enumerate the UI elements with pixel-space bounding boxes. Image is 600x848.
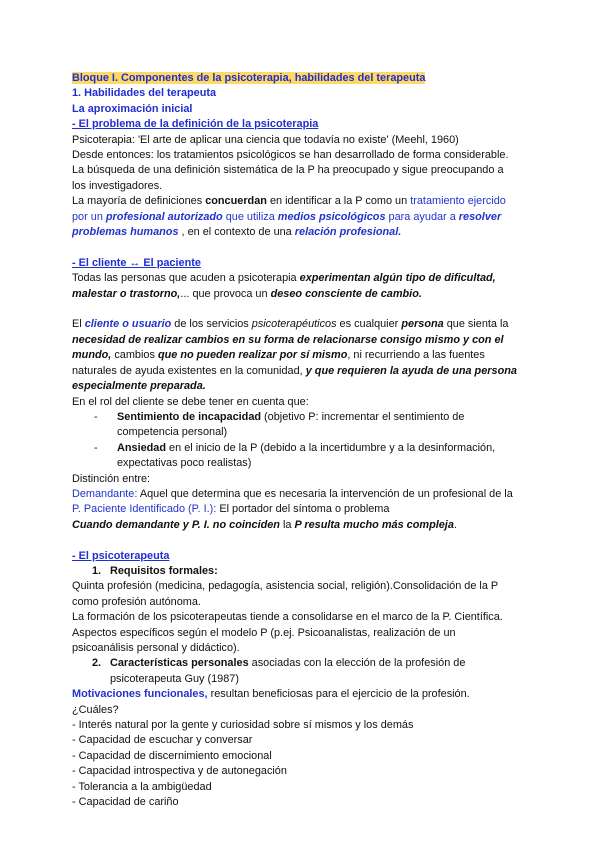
list-item: - Capacidad de escuchar y conversar [72,734,253,747]
list-item: - Capacidad introspectiva y de autonegación [72,765,287,778]
topic-heading-problema: - El problema de la definición de la psicoterapia [72,118,319,131]
cliente2-line-4: naturales de ayuda existentes en la comunidad, y que requieren la ayuda de una persona [72,364,517,377]
cliente2-line-2: necesidad de realizar cambios en su forma de relacionarse consigo mismo y con el [72,333,504,346]
bullet-item: - Ansiedad en el inicio de la P (debido a la incertidumbre y a la desinformación, [72,441,560,456]
bullet-list [72,410,560,472]
list-item: - Capacidad de discernimiento emocional [72,749,272,762]
cuales-line: ¿Cuáles? [72,703,119,716]
paragraph-line: Quinta profesión (medicina, pedagogía, asistencia social, religión).Consolidación de la P [72,580,499,593]
cliente2-line-6: En el rol del cliente se debe tener en cuenta que: [72,395,309,408]
list-item: - Capacidad de cariño [72,796,179,809]
paciente-identificado-line: P. Paciente Identificado (P. I.): El portador del síntoma o problema [72,503,390,516]
motivaciones-line: Motivaciones funcionales, resultan beneficiosas para el ejercicio de la profesión. [72,688,470,701]
numbered-item-requisitos: 1. Requisitos formales: [92,564,218,577]
bullet-continuation: expectativas poco realistas) [117,457,252,470]
paragraph-line: La formación de los psicoterapeutas tiende a consolidarse en el marco de la P. Científica. [72,611,503,624]
definition-line-3: problemas humanos , en el contexto de una relación profesional. [72,226,402,239]
cliente2-line-3: mundo, cambios que no pueden realizar por sí mismo, ni recurriendo a las fuentes [72,349,485,362]
numbered-item-caracteristicas: 2. Características personales asociadas con la elección de la profesión de [92,657,466,670]
demandante-line: Demandante: Aquel que determina que es necesaria la intervención de un profesional de la [72,487,513,500]
list-item: - Interés natural por la gente y curiosidad sobre sí mismos y los demás [72,719,414,732]
cliente2-line-1: El cliente o usuario de los servicios psicoterapéuticos es cualquier persona que sienta la [72,318,509,331]
definition-line-1: La mayoría de definiciones concuerdan en identificar a la P como un tratamiento ejercido [72,195,506,208]
paragraph-line: Aspectos específicos según el modelo P (p.ej. Psicoanalistas, realización de un [72,626,456,639]
bullet-continuation: competencia personal) [117,426,228,439]
topic-heading-cliente: - El cliente ↔ El paciente [72,256,201,269]
bullet-item: - Sentimiento de incapacidad (objetivo P: incrementar el sentimiento de [72,410,560,425]
paragraph-line: Desde entonces: los tratamientos psicológicos se han desarrollado de forma considerable. [72,149,509,162]
block-title: Bloque I. Componentes de la psicoterapia, habilidades del terapeuta [72,72,426,84]
paragraph-line: como profesión autónoma. [72,595,201,608]
topic-heading-psicoterapeuta: - El psicoterapeuta [72,549,170,562]
list-item: - Tolerancia a la ambigüedad [72,780,212,793]
paragraph-line: Psicoterapia: 'El arte de aplicar una ciencia que todavía no existe' (Meehl, 1960) [72,133,459,146]
paragraph-line: los investigadores. [72,179,163,192]
cliente-line-1: Todas las personas que acuden a psicoterapia experimentan algún tipo de dificultad, [72,272,496,285]
cliente2-line-5: especialmente preparada. [72,380,206,393]
paragraph-line: La búsqueda de una definición sistemática de la P ha preocupado y sigue preocupando a [72,164,504,177]
definition-line-2: por un profesional autorizado que utiliza medios psicológicos para ayudar a resolver [72,210,502,223]
distincion-conclusion: Cuando demandante y P. I. no coinciden la P resulta mucho más compleja. [72,518,457,531]
section-heading: 1. Habilidades del terapeuta [72,87,217,100]
subsection-heading: La aproximación inicial [72,102,193,115]
cliente-line-2: malestar o trastorno,... que provoca un deseo consciente de cambio. [72,287,422,300]
numbered-item-continuation: psicoterapeuta Guy (1987) [110,672,239,685]
paragraph-line: psicoanálisis personal y didáctico). [72,641,240,654]
distincion-title: Distinción entre: [72,472,151,485]
